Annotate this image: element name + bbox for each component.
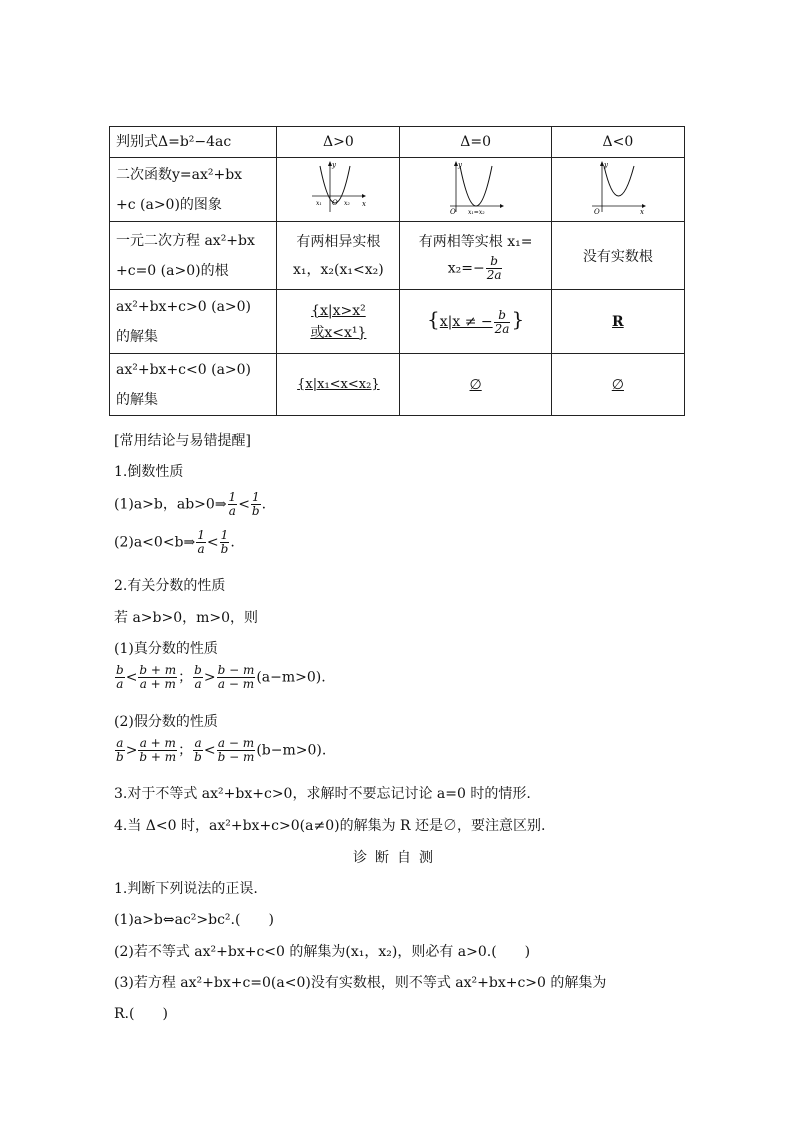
header-delta-pos: Δ>0 [277,127,400,158]
reciprocal-item-1: (1)a>b，ab>0⇒ $\frac{1}{a}$ < $\frac{1}{b}$ . [114,490,267,518]
row-gt-label: ax²+bx+c>0 (a>0) 的解集 [110,290,277,354]
heading-common-conclusions: [常用结论与易错提醒] [114,433,251,449]
question-1-1: (1)a>b⇔ac²>bc².( ) [114,912,274,928]
fraction-condition: 若 a>b>0，m>0，则 [114,610,259,626]
svg-text:y: y [603,160,608,169]
header-delta-neg: Δ<0 [551,127,684,158]
question-1: 1.判断下列说法的正误. [114,881,258,897]
discriminant-table [109,126,685,416]
row-graph-label: 二次函数y=ax²+bx +c (a>0)的图象 [110,158,277,222]
svg-text:O: O [332,198,339,207]
svg-text:O: O [593,207,600,216]
improper-fraction-heading: (2)假分数的性质 [114,714,218,730]
svg-text:O: O [449,207,456,216]
roots-two-distinct: 有两相异实根 x₁，x₂(x₁<x₂) [277,222,400,290]
gt-solution-neg: R [551,290,684,354]
svg-text:y: y [332,160,337,169]
gt-solution-pos: {x|x>x² 或x<x¹} [277,290,400,354]
fraction-b-over-2a: $\frac{b}{2a}$ [486,254,502,282]
svg-text:x₂: x₂ [344,199,351,207]
lt-solution-pos: {x|x₁<x<x₂} [277,354,400,416]
graph-two-roots [277,158,400,222]
svg-text:x: x [362,199,367,208]
roots-none: 没有实数根 [551,222,684,290]
tip-4: 4.当 Δ<0 时，ax²+bx+c>0(a≠0)的解集为 R 还是∅，要注意区别. [114,818,546,834]
parabola-double-root-graph [446,160,506,216]
gt-solution-zero: {x|x ≠ − $\frac{b}{2a}$ } [400,290,551,354]
header-delta-zero: Δ=0 [400,127,551,158]
parabola-no-root-graph [588,160,648,216]
question-1-2: (2)若不等式 ax²+bx+c<0 的解集为(x₁，x₂)，则必有 a>0.( ) [114,944,531,960]
row-lt-label: ax²+bx+c<0 (a>0) 的解集 [110,354,277,416]
row-roots-label: 一元二次方程 ax²+bx +c=0 (a>0)的根 [110,222,277,290]
graph-no-root [551,158,684,222]
lt-solution-zero: ∅ [400,354,551,416]
reciprocal-item-2: (2)a<0<b⇒ $\frac{1}{a}$ < $\frac{1}{b}$ . [114,528,235,556]
improper-fraction-formula: $\frac{a}{b}$ > $\frac{a + m}{b + m}$ ； $\frac{a}{b}$ < $\frac{a - m}{b - m}$ (b−m>0). [116,736,327,764]
svg-text:x₁: x₁ [316,199,323,207]
svg-text:y: y [457,160,462,169]
tip-3: 3.对于不等式 ax²+bx+c>0，求解时不要忘记讨论 a=0 时的情形. [114,786,531,802]
graph-double-root [400,158,551,222]
svg-text:x: x [639,207,644,216]
section-reciprocal: 1.倒数性质 [114,464,184,480]
lt-solution-neg: ∅ [551,354,684,416]
roots-equal: 有两相等实根 x₁= x₂=− $\frac{b}{2a}$ [400,222,551,290]
question-1-3-cont: R.( ) [114,1006,168,1022]
proper-fraction-heading: (1)真分数的性质 [114,641,218,657]
svg-text:x₁=x₂: x₁=x₂ [467,208,485,216]
section-fraction: 2.有关分数的性质 [114,578,226,594]
section-title: 诊断自测 [353,850,441,866]
proper-fraction-formula: $\frac{b}{a}$ < $\frac{b + m}{a + m}$ ； $\frac{b}{a}$ > $\frac{b - m}{a - m}$ (a−m>0). [116,663,326,691]
question-1-3: (3)若方程 ax²+bx+c=0(a<0)没有实数根，则不等式 ax²+bx+c>0 的解集为 [114,975,607,991]
fraction-b-over-2a: $\frac{b}{2a}$ [494,307,510,336]
header-discriminant: 判别式Δ=b²−4ac [110,127,277,158]
parabola-two-roots-graph [308,160,368,216]
